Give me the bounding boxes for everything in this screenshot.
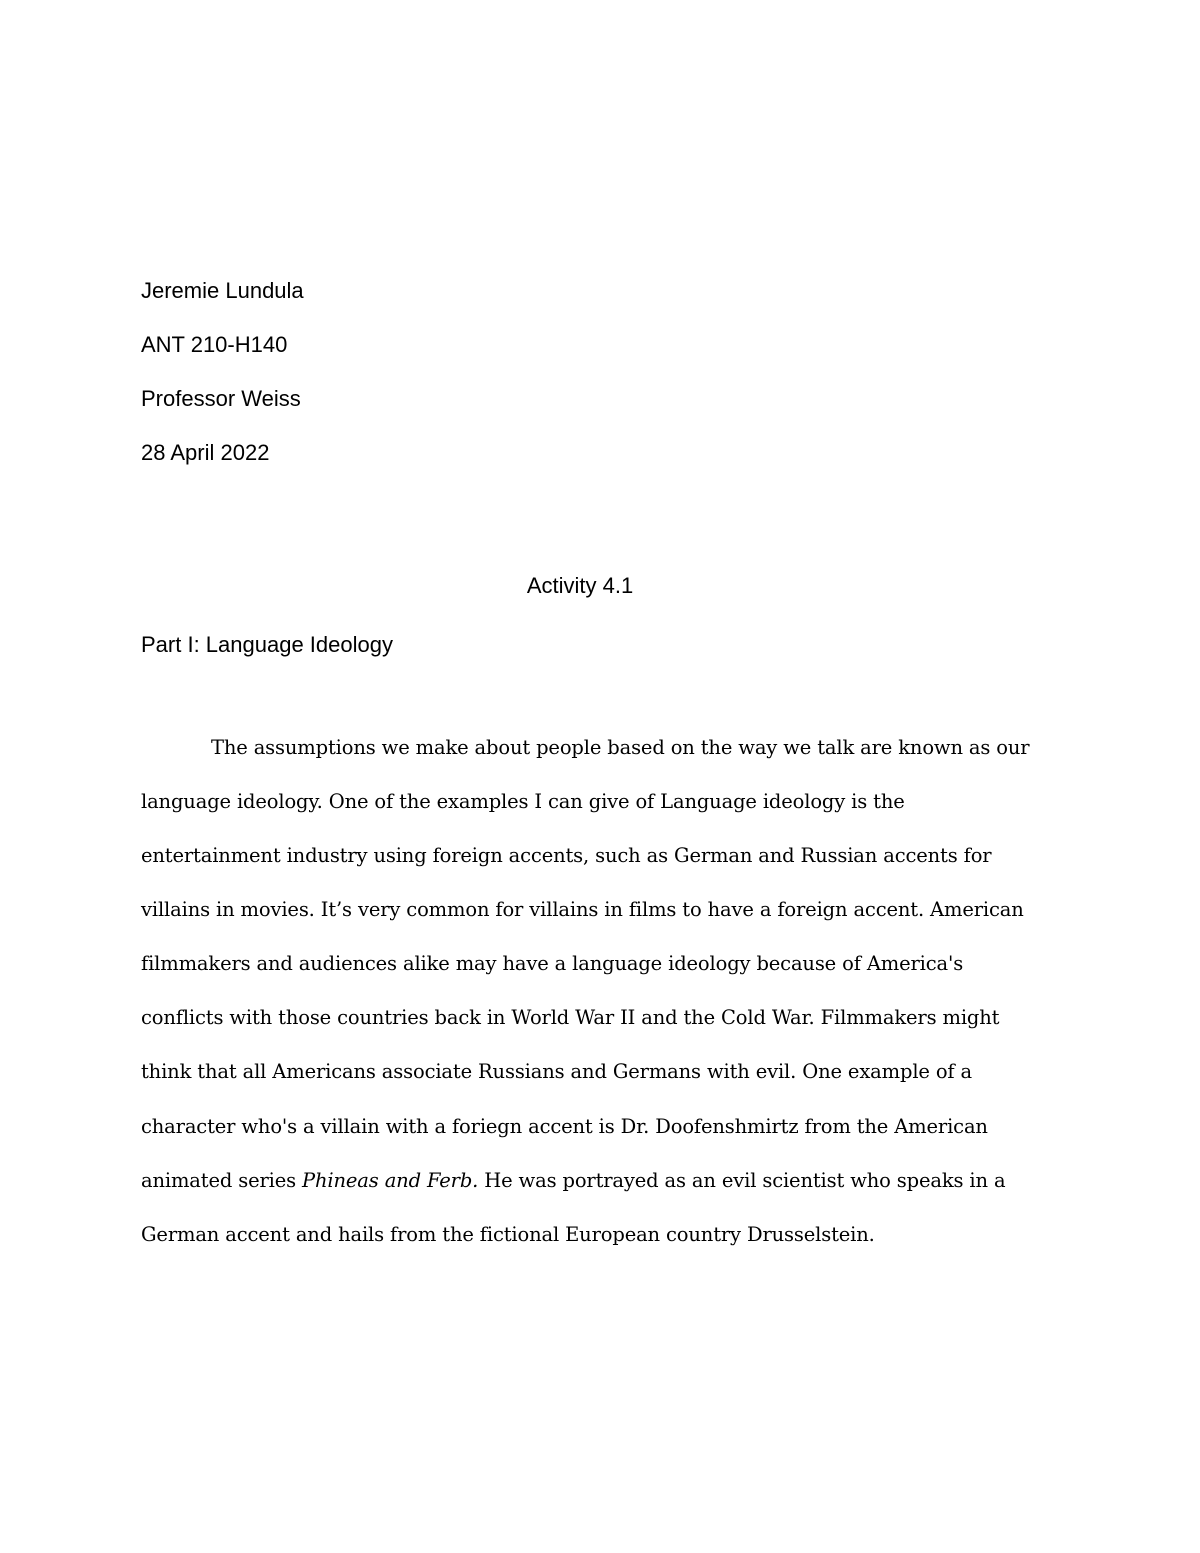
paragraph-line: German accent and hails from the fictional European country Drusselstein. [141, 1223, 875, 1246]
paragraph-line: think that all Americans associate Russians and Germans with evil. One example of a [141, 1060, 973, 1083]
professor-name: Professor Weiss [141, 386, 301, 411]
paragraph-line: entertainment industry using foreign accents, such as German and Russian accents for [141, 844, 992, 867]
course-code: ANT 210-H140 [141, 332, 288, 357]
section-heading: Part I: Language Ideology [141, 632, 393, 657]
student-name: Jeremie Lundula [141, 278, 304, 303]
line-text: He was portrayed as an evil scientist who speaks in a [478, 1169, 1006, 1192]
paragraph-line [141, 1167, 1005, 1195]
paragraph-line: filmmakers and audiences alike may have a language ideology because of America's [141, 952, 964, 975]
paragraph-line: language ideology. One of the examples I can give of Language ideology is the [141, 790, 905, 813]
paragraph-line: villains in movies. It’s very common for villains in films to have a foreign accent. American [141, 898, 1024, 921]
line-text: animated series [141, 1169, 303, 1192]
paragraph-line: character who's a villain with a foriegn accent is Dr. Doofenshmirtz from the American [141, 1115, 988, 1138]
paragraph-line: The assumptions we make about people based on the way we talk are known as our [211, 736, 1030, 759]
document-title: Activity 4.1 [526, 573, 634, 598]
paragraph-line: conflicts with those countries back in World War II and the Cold War. Filmmakers might [141, 1006, 1000, 1029]
submission-date: 28 April 2022 [141, 440, 270, 465]
show-title: Phineas and Ferb. [302, 1169, 479, 1192]
